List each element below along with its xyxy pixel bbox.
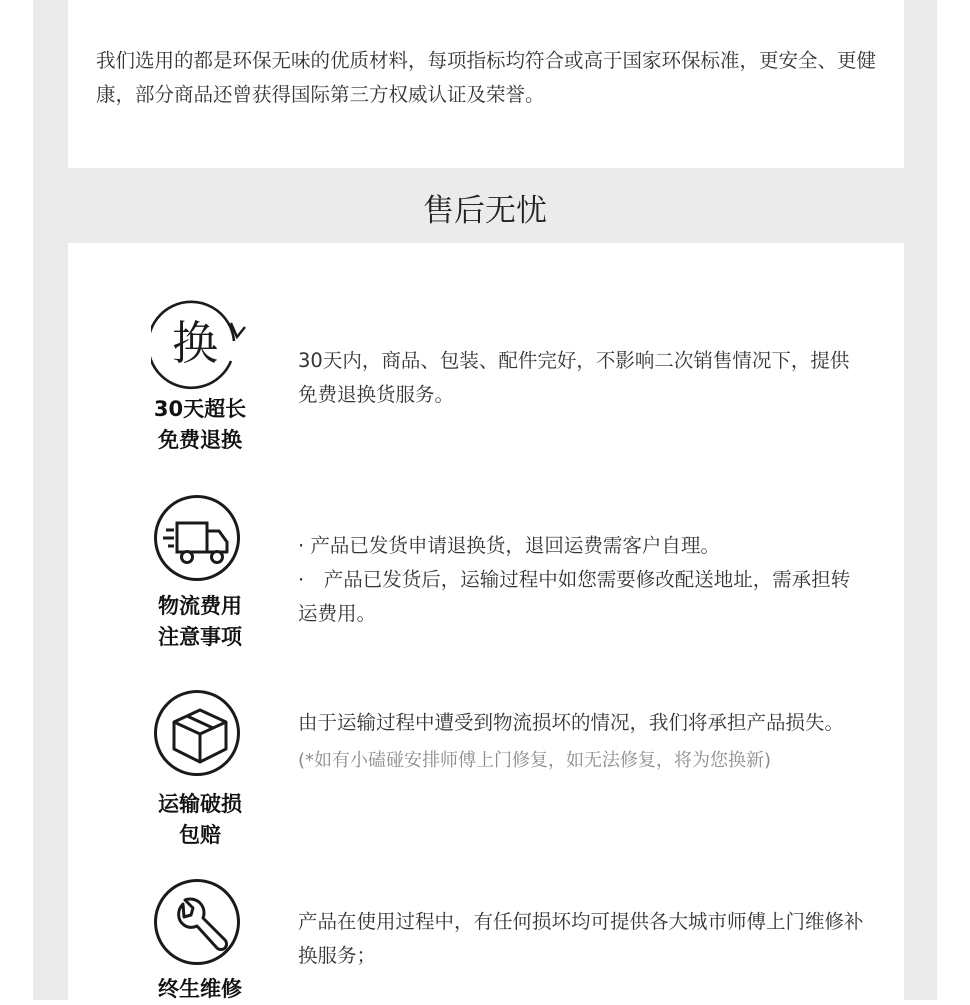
intro-text: 我们选用的都是环保无味的优质材料，每项指标均符合或高于国家环保标准，更安全、更健康，部分商品还曾获得国际第三方权威认证及荣誉。	[96, 49, 877, 106]
feature-description: 30天内，商品、包装、配件完好，不影响二次销售情况下，提供免费退换货服务。	[298, 349, 850, 406]
svg-text:换: 换	[172, 316, 218, 370]
exchange-icon	[151, 299, 241, 389]
feature-label: 物流费用 注意事项	[158, 594, 242, 649]
feature-label: 30天超长 免费退换	[153, 397, 247, 452]
section-title: 售后无忧	[423, 193, 547, 229]
feature-description: · 产品已发货申请退换货，退回运费需客户自理。 · 产品已发货后，运输过程中如您需要修改配送地址，需承担转运费用。	[298, 534, 851, 625]
wrench-icon	[154, 879, 240, 965]
feature-description: 产品在使用过程中，有任何损坏均可提供各大城市师傅上门维修补换服务；	[298, 910, 864, 967]
feature-description: 由于运输过程中遭受到物流损坏的情况，我们将承担产品损失。 (*如有小磕碰安排师傅上门修复，如无法修复，将为您换新)	[298, 706, 868, 778]
package-box-icon	[154, 690, 240, 776]
feature-note: (*如有小磕碰安排师傅上门修复，如无法修复，将为您换新)	[298, 750, 772, 771]
feature-label: 运输破损 包赔	[158, 792, 242, 847]
feature-label: 终生维修	[158, 977, 242, 1001]
delivery-truck-icon	[154, 495, 240, 581]
